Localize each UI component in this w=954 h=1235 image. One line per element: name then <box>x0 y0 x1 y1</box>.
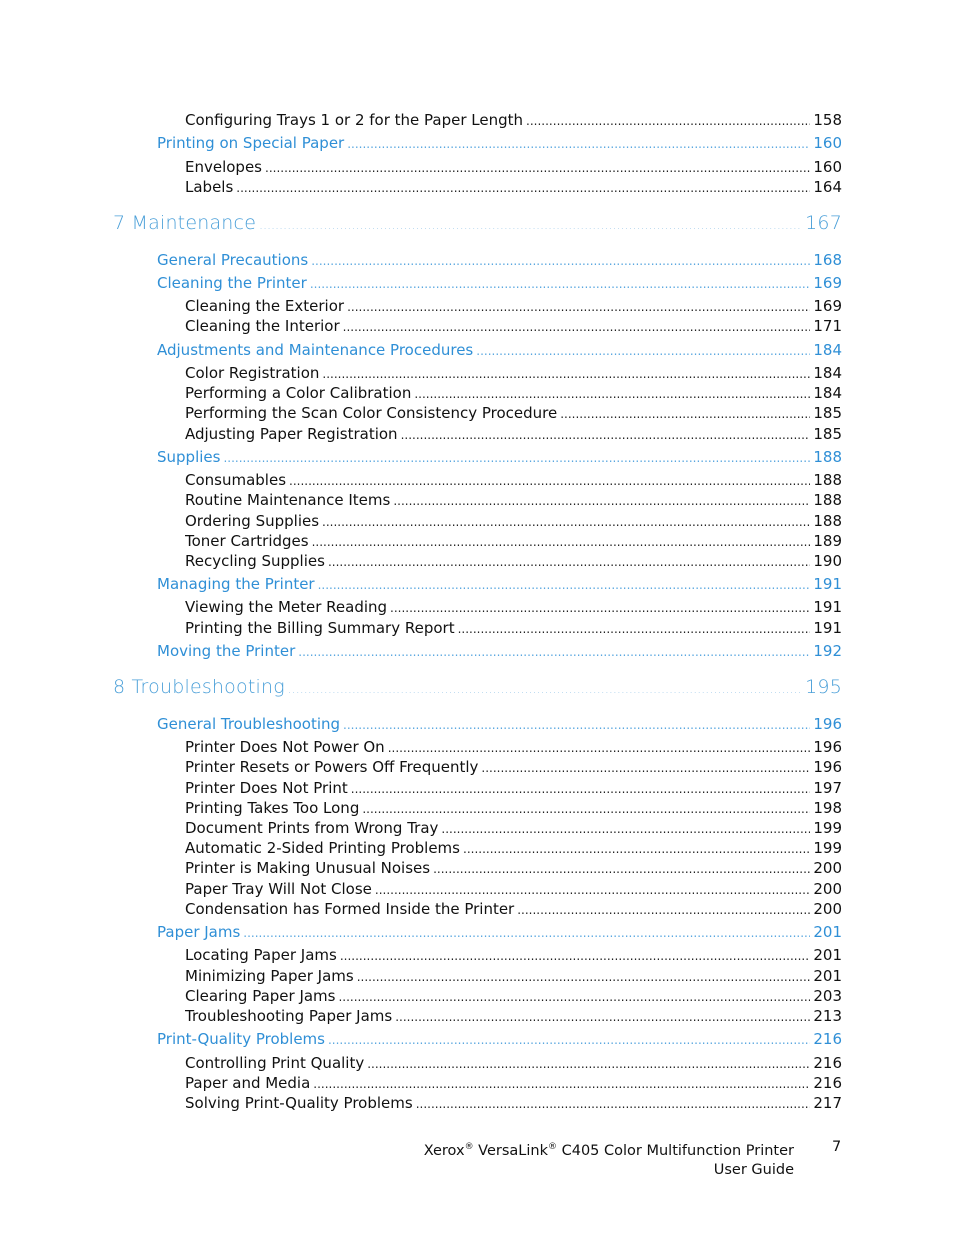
toc-subsection <box>185 881 842 898</box>
toc-entry-page: 188 <box>813 472 842 489</box>
toc-subsection <box>185 472 842 489</box>
toc-subsection <box>185 112 842 129</box>
toc-entry-page: 195 <box>805 677 842 698</box>
toc-entry-title: 8 Troubleshooting <box>113 677 285 698</box>
toc-entry-page: 184 <box>813 365 842 382</box>
toc-entry-page: 169 <box>813 275 842 292</box>
toc-subsection <box>185 553 842 570</box>
toc-entry-title: Supplies <box>157 449 221 466</box>
toc-entry-title: Managing the Printer <box>157 576 315 593</box>
toc-subsection <box>185 800 842 817</box>
toc-section-link[interactable] <box>157 252 842 269</box>
toc-dot-leader <box>322 516 810 530</box>
toc-entry-page: 216 <box>813 1031 842 1048</box>
toc-dot-leader <box>441 823 810 837</box>
toc-entry-page: 217 <box>813 1095 842 1112</box>
toc-entry-title: Moving the Printer <box>157 643 296 660</box>
toc-entry-title: Minimizing Paper Jams <box>185 968 354 985</box>
toc-entry-title: Adjusting Paper Registration <box>185 426 398 443</box>
footer-product: VersaLink <box>478 1142 548 1159</box>
toc-dot-leader <box>517 904 810 918</box>
toc-section-link[interactable] <box>157 342 842 359</box>
toc-entry-title: Consumables <box>185 472 287 489</box>
toc-subsection <box>185 840 842 857</box>
toc-dot-leader <box>289 475 810 489</box>
toc-dot-leader <box>312 536 811 550</box>
toc-dot-leader <box>223 452 810 466</box>
footer-doc-title: User Guide <box>713 1161 794 1178</box>
toc-dot-leader <box>416 1098 811 1112</box>
toc-section-link[interactable] <box>157 135 842 152</box>
toc-dot-leader <box>390 602 810 616</box>
toc-dot-leader <box>367 1058 810 1072</box>
toc-entry-page: 190 <box>813 553 842 570</box>
toc-subsection <box>185 901 842 918</box>
toc-entry-title: Printing Takes Too Long <box>185 800 360 817</box>
toc-entry-page: 201 <box>813 924 842 941</box>
toc-dot-leader <box>288 683 802 697</box>
toc-entry-page: 191 <box>813 576 842 593</box>
toc-dot-leader <box>338 991 810 1005</box>
toc-entry-page: 200 <box>813 881 842 898</box>
toc-entry-page: 216 <box>813 1055 842 1072</box>
toc-section-link[interactable] <box>157 449 842 466</box>
toc-entry-page: 184 <box>813 385 842 402</box>
toc-subsection <box>185 820 842 837</box>
toc-entry-page: 189 <box>813 533 842 550</box>
toc-subsection <box>185 298 842 315</box>
toc-entry-page: 201 <box>813 968 842 985</box>
toc-entry-title: Ordering Supplies <box>185 513 320 530</box>
footer-registered-mark: ® <box>464 1142 474 1152</box>
toc-subsection <box>185 620 842 637</box>
toc-entry-page: 167 <box>805 213 842 234</box>
toc-entry-page: 191 <box>813 599 842 616</box>
toc-dot-leader <box>259 219 802 233</box>
toc-subsection <box>185 1055 842 1072</box>
toc-dot-leader <box>243 927 810 941</box>
toc-subsection <box>185 947 842 964</box>
toc-subsection <box>185 385 842 402</box>
toc-entry-title: Cleaning the Printer <box>157 275 307 292</box>
toc-entry-page: 198 <box>813 800 842 817</box>
toc-entry-page: 171 <box>813 318 842 335</box>
toc-entry-title: Automatic 2-Sided Printing Problems <box>185 840 460 857</box>
toc-subsection <box>185 159 842 176</box>
toc-subsection <box>185 179 842 196</box>
toc-dot-leader <box>298 646 810 660</box>
toc-dot-leader <box>526 115 810 129</box>
toc-entry-title: Cleaning the Interior <box>185 318 340 335</box>
toc-dot-leader <box>463 843 810 857</box>
toc-entry-title: 7 Maintenance <box>113 213 257 234</box>
toc-dot-leader <box>328 556 810 570</box>
toc-entry-page: 216 <box>813 1075 842 1092</box>
toc-entry-title: Locating Paper Jams <box>185 947 337 964</box>
toc-dot-leader <box>340 950 811 964</box>
footer-brand: Xerox <box>423 1142 465 1159</box>
toc-entry-title: Solving Print-Quality Problems <box>185 1095 413 1112</box>
toc-subsection <box>185 860 842 877</box>
toc-subsection <box>185 780 842 797</box>
toc-entry-title: Printer Does Not Print <box>185 780 348 797</box>
toc-dot-leader <box>414 388 810 402</box>
toc-entry-page: 168 <box>813 252 842 269</box>
footer-registered-mark: ® <box>547 1142 557 1152</box>
toc-dot-leader <box>236 182 810 196</box>
toc-entry-title: Print-Quality Problems <box>157 1031 325 1048</box>
toc-subsection <box>185 405 842 422</box>
toc-subsection <box>185 1095 842 1112</box>
toc-dot-leader <box>322 368 810 382</box>
toc-entry-title: Controlling Print Quality <box>185 1055 365 1072</box>
toc-entry-title: Paper and Media <box>185 1075 311 1092</box>
toc-entry-page: 203 <box>813 988 842 1005</box>
toc-dot-leader <box>343 321 811 335</box>
toc-entry-title: General Precautions <box>157 252 309 269</box>
toc-entry-title: Color Registration <box>185 365 320 382</box>
toc-entry-page: 197 <box>813 780 842 797</box>
toc-chapter[interactable] <box>113 677 842 699</box>
toc-dot-leader <box>347 138 810 152</box>
toc-entry-title: Recycling Supplies <box>185 553 325 570</box>
toc-entry-title: Labels <box>185 179 234 196</box>
toc-entry-page: 185 <box>813 405 842 422</box>
toc-dot-leader <box>343 719 810 733</box>
toc-subsection <box>185 1075 842 1092</box>
toc-dot-leader <box>313 1078 810 1092</box>
toc-subsection <box>185 426 842 443</box>
toc-subsection <box>185 492 842 509</box>
toc-entry-page: 188 <box>813 492 842 509</box>
toc-entry-title: Paper Jams <box>157 924 241 941</box>
toc-dot-leader <box>388 742 811 756</box>
toc-dot-leader <box>375 884 810 898</box>
toc-dot-leader <box>357 971 811 985</box>
toc-entry-title: Troubleshooting Paper Jams <box>185 1008 393 1025</box>
toc-subsection <box>185 513 842 530</box>
toc-entry-title: Clearing Paper Jams <box>185 988 336 1005</box>
toc-dot-leader <box>351 783 811 797</box>
page-number: 7 <box>832 1139 842 1155</box>
toc-entry-page: 201 <box>813 947 842 964</box>
toc-entry-page: 184 <box>813 342 842 359</box>
toc-entry-page: 199 <box>813 840 842 857</box>
toc-entry-title: Performing a Color Calibration <box>185 385 412 402</box>
toc-subsection <box>185 533 842 550</box>
toc-section-link[interactable] <box>157 643 842 660</box>
footer-product-line <box>424 1138 794 1161</box>
toc-dot-leader <box>318 579 811 593</box>
toc-section-link[interactable] <box>157 275 842 292</box>
toc-entry-title: Document Prints from Wrong Tray <box>185 820 439 837</box>
toc-entry-page: 196 <box>813 716 842 733</box>
toc-dot-leader <box>560 408 810 422</box>
toc-dot-leader <box>481 762 810 776</box>
toc-subsection <box>185 739 842 756</box>
toc-section-link[interactable] <box>157 716 842 733</box>
toc-entry-page: 200 <box>813 860 842 877</box>
toc-dot-leader <box>328 1034 810 1048</box>
toc-dot-leader <box>393 495 810 509</box>
toc-dot-leader <box>433 863 810 877</box>
toc-dot-leader <box>395 1011 810 1025</box>
toc-entry-page: 158 <box>813 112 842 129</box>
toc-dot-leader <box>401 429 811 443</box>
toc-entry-page: 169 <box>813 298 842 315</box>
toc-entry-page: 185 <box>813 426 842 443</box>
toc-chapter[interactable] <box>113 213 842 235</box>
toc-subsection <box>185 599 842 616</box>
toc-entry-title: Routine Maintenance Items <box>185 492 391 509</box>
toc-entry-page: 199 <box>813 820 842 837</box>
toc-entry-page: 188 <box>813 513 842 530</box>
toc-entry-page: 191 <box>813 620 842 637</box>
footer-model: C405 Color Multifunction Printer <box>561 1142 794 1159</box>
toc-subsection <box>185 968 842 985</box>
toc-entry-page: 160 <box>813 135 842 152</box>
toc-section-link[interactable] <box>157 1031 842 1048</box>
toc-entry-page: 196 <box>813 759 842 776</box>
toc-dot-leader <box>347 301 810 315</box>
toc-dot-leader <box>265 162 810 176</box>
toc-entry-page: 192 <box>813 643 842 660</box>
toc-subsection <box>185 365 842 382</box>
toc-entry-page: 160 <box>813 159 842 176</box>
toc-dot-leader <box>476 345 810 359</box>
toc-entry-title: Adjustments and Maintenance Procedures <box>157 342 474 359</box>
toc-entry-title: Printer Resets or Powers Off Frequently <box>185 759 479 776</box>
toc-entry-title: Cleaning the Exterior <box>185 298 345 315</box>
toc-dot-leader <box>311 255 810 269</box>
toc-entry-title: Envelopes <box>185 159 262 176</box>
toc-entry-page: 164 <box>813 179 842 196</box>
toc-section-link[interactable] <box>157 924 842 941</box>
toc-entry-title: Configuring Trays 1 or 2 for the Paper Length <box>185 112 524 129</box>
toc-dot-leader <box>310 278 811 292</box>
toc-subsection <box>185 1008 842 1025</box>
page-footer <box>424 1138 794 1180</box>
toc-entry-page: 196 <box>813 739 842 756</box>
toc-dot-leader <box>362 803 810 817</box>
toc-entry-page: 200 <box>813 901 842 918</box>
toc-entry-title: Printer Does Not Power On <box>185 739 385 756</box>
toc-section-link[interactable] <box>157 576 842 593</box>
toc-subsection <box>185 318 842 335</box>
toc-entry-title: Printer is Making Unusual Noises <box>185 860 431 877</box>
toc-entry-page: 213 <box>813 1008 842 1025</box>
toc-entry-title: Performing the Scan Color Consistency Procedure <box>185 405 558 422</box>
toc-entry-title: Paper Tray Will Not Close <box>185 881 372 898</box>
toc-entry-title: Condensation has Formed Inside the Printer <box>185 901 515 918</box>
toc-entry-page: 188 <box>813 449 842 466</box>
toc-subsection <box>185 759 842 776</box>
toc-entry-title: Toner Cartridges <box>185 533 309 550</box>
toc-entry-title: Printing the Billing Summary Report <box>185 620 455 637</box>
toc-entry-title: General Troubleshooting <box>157 716 341 733</box>
toc-entry-title: Viewing the Meter Reading <box>185 599 388 616</box>
toc-subsection <box>185 988 842 1005</box>
toc-entry-title: Printing on Special Paper <box>157 135 345 152</box>
toc-dot-leader <box>458 623 811 637</box>
